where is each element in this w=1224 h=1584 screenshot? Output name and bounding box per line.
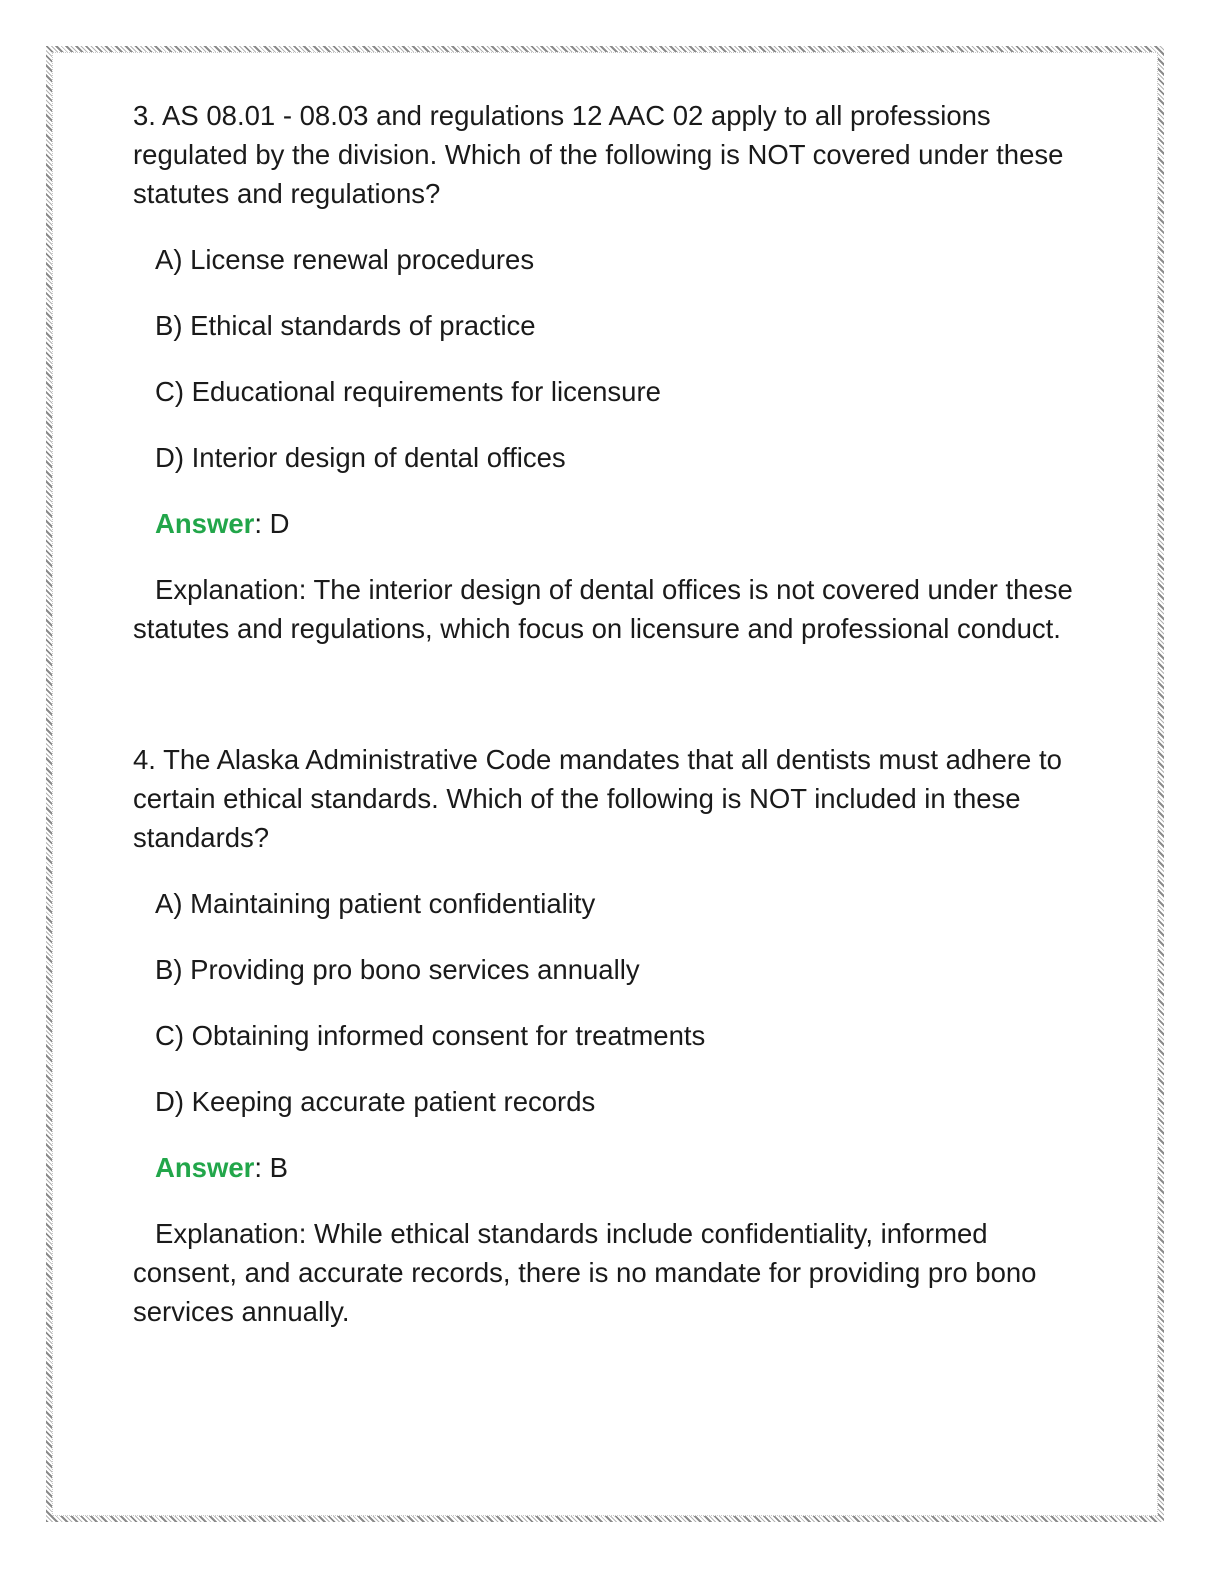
- explanation: Explanation: The interior design of dental offices is not covered under these statutes and regulations, which focus on licensure and professional conduct.: [133, 574, 1073, 644]
- option-d: D) Interior design of dental offices: [155, 442, 566, 473]
- option-a: A) Maintaining patient confidentiality: [155, 888, 596, 919]
- option-a: A) License renewal procedures: [155, 244, 535, 275]
- explanation: Explanation: While ethical standards include confidentiality, informed consent, and accurate records, there is no mandate for providing pro bono services annually.: [133, 1218, 1037, 1327]
- document-content: [133, 96, 1093, 1331]
- option-c: C) Obtaining informed consent for treatments: [155, 1020, 706, 1051]
- option-b: B) Providing pro bono services annually: [155, 954, 640, 985]
- answer-line: [155, 1148, 1093, 1187]
- answer-line: [155, 504, 1093, 543]
- answer-value: : B: [254, 1152, 288, 1183]
- question-text: 3. AS 08.01 - 08.03 and regulations 12 AAC 02 apply to all professions regulated by the division. Which of the following is NOT covered under these statutes and regulations?: [133, 100, 1064, 209]
- question-4: [133, 740, 1093, 1331]
- answer-label: Answer: [155, 508, 255, 539]
- option-b: B) Ethical standards of practice: [155, 310, 536, 341]
- answer-value: : D: [254, 508, 290, 539]
- option-d: D) Keeping accurate patient records: [155, 1086, 596, 1117]
- question-3: [133, 96, 1093, 648]
- answer-label: Answer: [155, 1152, 255, 1183]
- option-c: C) Educational requirements for licensure: [155, 376, 661, 407]
- question-text: 4. The Alaska Administrative Code mandates that all dentists must adhere to certain ethical standards. Which of the following is NOT included in these standards?: [133, 744, 1062, 853]
